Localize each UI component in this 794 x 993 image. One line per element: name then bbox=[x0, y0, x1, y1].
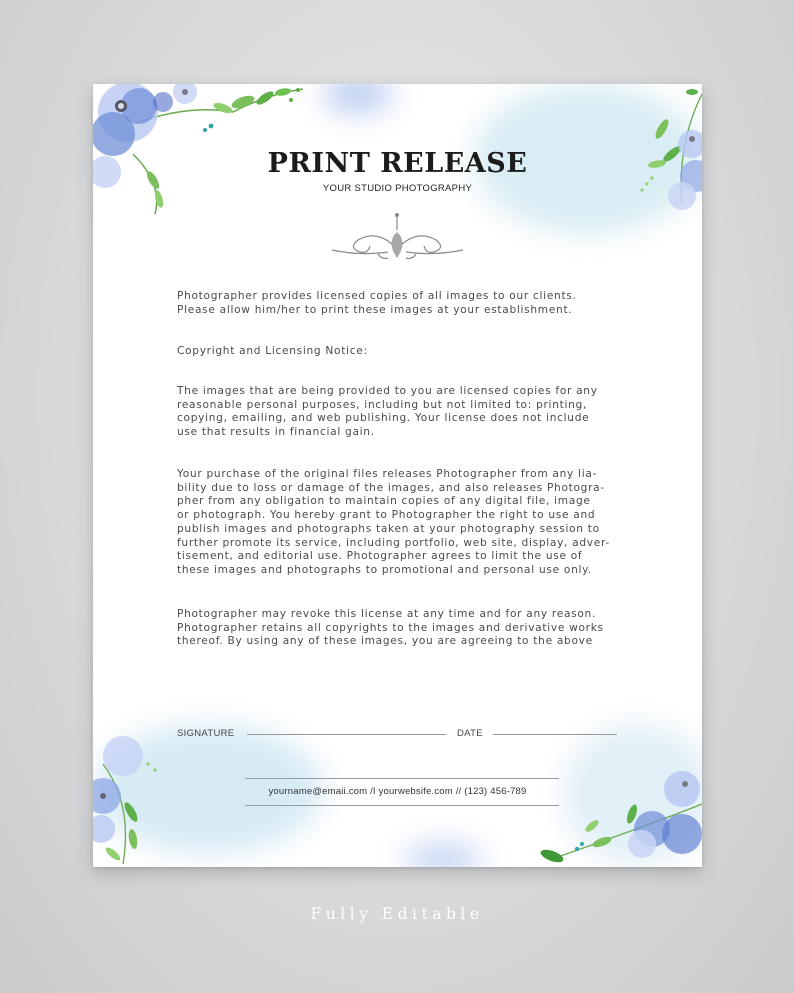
paragraph-heading bbox=[177, 345, 637, 359]
text-line: reasonable personal purposes, including but not limited to: printing, bbox=[177, 398, 588, 411]
paragraph-intro bbox=[177, 290, 637, 317]
text-line: these images and photographs to promotional and personal use only. bbox=[177, 563, 592, 576]
watercolor-wash bbox=[403, 844, 483, 867]
signature-label: SIGNATURE bbox=[177, 728, 235, 739]
page-title: PRINT RELEASE bbox=[267, 148, 528, 179]
date-field[interactable] bbox=[493, 734, 617, 735]
flourish-divider-icon bbox=[330, 212, 465, 264]
text-line: bility due to loss or damage of the images, and also releases Photogra- bbox=[177, 481, 605, 494]
paragraph-release bbox=[177, 468, 637, 578]
text-line: Your purchase of the original files releases Photographer from any lia- bbox=[177, 468, 598, 480]
text-line: pher from any obligation to maintain copies of any digital file, image bbox=[177, 495, 591, 508]
footer-divider bbox=[245, 805, 559, 806]
fully-editable-caption: Fully Editable bbox=[310, 905, 484, 923]
text-line: Photographer provides licensed copies of all images to our clients. bbox=[177, 290, 577, 302]
floral-bottom-left-icon bbox=[93, 734, 183, 867]
text-line: further promote its service, including portfolio, web site, display, adver- bbox=[177, 536, 610, 549]
signature-field[interactable] bbox=[247, 734, 446, 735]
text-line: thereof. By using any of these images, you are agreeing to the above bbox=[177, 635, 593, 648]
footer-divider bbox=[245, 778, 559, 779]
text-line: publish images and photographs taken at your photography session to bbox=[177, 522, 600, 535]
paragraph-revoke bbox=[177, 608, 637, 649]
text-line: Copyright and Licensing Notice: bbox=[177, 345, 368, 357]
text-line: The images that are being provided to you are licensed copies for any bbox=[177, 385, 598, 397]
text-line: or photograph. You hereby grant to Photographer the right to use and bbox=[177, 509, 596, 522]
text-line: Please allow him/her to print these images at your establishment. bbox=[177, 303, 573, 316]
text-line: tisement, and editorial use. Photographer agrees to limit the use of bbox=[177, 550, 583, 563]
document-page bbox=[93, 84, 702, 867]
text-line: copying, emailing, and web publishing. Your license does not include bbox=[177, 412, 590, 425]
paragraph-license bbox=[177, 385, 637, 440]
studio-name: YOUR STUDIO PHOTOGRAPHY bbox=[322, 183, 473, 194]
text-line: Photographer retains all copyrights to the images and derivative works bbox=[177, 621, 604, 634]
text-line: Photographer may revoke this license at any time and for any reason. bbox=[177, 608, 597, 620]
date-label: DATE bbox=[457, 728, 483, 739]
watercolor-wash bbox=[323, 84, 393, 114]
text-line: use that results in financial gain. bbox=[177, 426, 375, 439]
contact-info: yourname@emaii.com /I yourwebsife.com // (123) 456-789 bbox=[268, 786, 527, 797]
